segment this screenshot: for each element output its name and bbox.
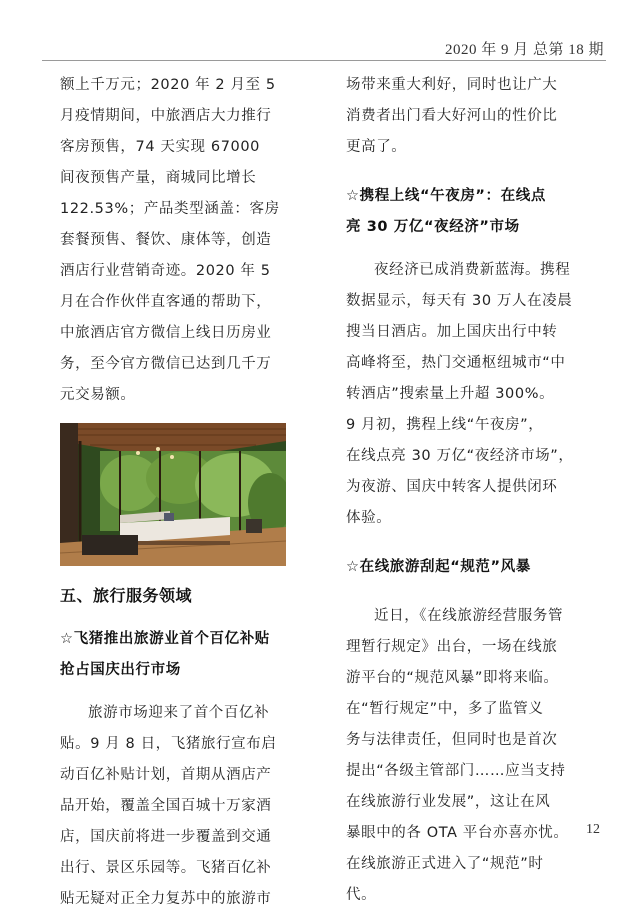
text-line: 客房预售，74 天实现 67000 xyxy=(60,139,260,155)
fliggy-paragraph xyxy=(60,698,300,915)
text-line: 在线旅游行业发展”，这让在风 xyxy=(346,794,551,810)
subheading-regulation: ☆在线旅游刮起“规范”风暴 xyxy=(346,559,531,575)
subheading-fliggy xyxy=(60,624,300,686)
hotel-room-photo xyxy=(60,423,286,566)
ctrip-paragraph xyxy=(346,255,586,534)
hotel-paragraph xyxy=(60,70,300,411)
text-line: 在线点亮 30 万亿“夜经济市场”， xyxy=(346,448,574,464)
text-line: 更高了。 xyxy=(346,139,407,155)
subheading-line: 抢占国庆出行市场 xyxy=(60,662,181,678)
text-line: 月在合作伙伴直客通的帮助下， xyxy=(60,294,272,310)
text-line: 套餐预售、餐饮、康体等，创造 xyxy=(60,232,272,248)
text-line: 店，国庆前将进一步覆盖到交通 xyxy=(60,829,272,845)
subheading-line: ☆飞猪推出旅游业首个百亿补贴 xyxy=(60,631,270,647)
text-line: 在“暂行规定”中，多了监管义 xyxy=(346,701,544,717)
header-rule xyxy=(42,60,606,61)
text-line: 动百亿补贴计划，首期从酒店产 xyxy=(60,767,272,783)
regulation-paragraph xyxy=(346,601,586,911)
text-line: 旅游市场迎来了首个百亿补 xyxy=(88,705,270,721)
text-line: 贴无疑对正全力复苏中的旅游市 xyxy=(60,891,272,907)
text-line: 提出“各级主管部门……应当支持 xyxy=(346,763,566,779)
page-number: 12 xyxy=(586,822,600,837)
text-line: 额上千万元；2020 年 2 月至 5 xyxy=(60,77,276,93)
text-line: 出行、景区乐园等。飞猪百亿补 xyxy=(60,860,272,876)
subheading-ctrip xyxy=(346,181,586,243)
text-line: 元交易额。 xyxy=(60,387,136,403)
text-line: 理暂行规定》出台，一场在线旅 xyxy=(346,639,558,655)
right-column xyxy=(346,70,586,911)
text-line: 转酒店”搜索量上升超 300%。 xyxy=(346,386,555,402)
text-line: 搜当日酒店。加上国庆出行中转 xyxy=(346,324,558,340)
text-line: 夜经济已成消费新蓝海。携程 xyxy=(374,262,571,278)
text-line: 数据显示，每天有 30 万人在凌晨 xyxy=(346,293,573,309)
text-line: 务与法律责任，但同时也是首次 xyxy=(346,732,558,748)
text-line: 月疫情期间，中旅酒店大力推行 xyxy=(60,108,272,124)
text-line: 近日，《在线旅游经营服务管 xyxy=(374,608,564,624)
section-heading: 五、旅行服务领域 xyxy=(60,586,193,605)
subheading-line: 亮 30 万亿“夜经济”市场 xyxy=(346,219,520,235)
text-line: 体验。 xyxy=(346,510,392,526)
text-line: 为夜游、国庆中转客人提供闭环 xyxy=(346,479,558,495)
text-line: 务，至今官方微信已达到几千万 xyxy=(60,356,272,372)
text-line: 酒店行业营销奇迹。2020 年 5 xyxy=(60,263,271,279)
fliggy-paragraph-continued xyxy=(346,70,586,163)
text-line: 间夜预售产量，商城同比增长 xyxy=(60,170,257,186)
text-line: 中旅酒店官方微信上线日历房业 xyxy=(60,325,272,341)
text-line: 122.53%；产品类型涵盖：客房 xyxy=(60,201,280,217)
text-line: 场带来重大利好，同时也让广大 xyxy=(346,77,558,93)
left-column xyxy=(60,70,300,915)
text-line: 在线旅游正式进入了“规范”时 xyxy=(346,856,544,872)
text-line: 贴。9 月 8 日，飞猪旅行宣布启 xyxy=(60,736,277,752)
text-line: 品开始，覆盖全国百城十万家酒 xyxy=(60,798,272,814)
text-line: 暴眼中的各 OTA 平台亦喜亦忧。 xyxy=(346,825,569,841)
text-line: 代。 xyxy=(346,887,377,903)
page-header: 2020 年 9 月 总第 18 期 xyxy=(444,42,604,58)
subheading-line: ☆携程上线“午夜房”：在线点 xyxy=(346,188,546,204)
text-line: 高峰将至，热门交通枢纽城市“中 xyxy=(346,355,566,371)
text-line: 9 月初，携程上线“午夜房”， xyxy=(346,417,544,433)
text-line: 消费者出门看大好河山的性价比 xyxy=(346,108,558,124)
text-line: 游平台的“规范风暴”即将来临。 xyxy=(346,670,559,686)
